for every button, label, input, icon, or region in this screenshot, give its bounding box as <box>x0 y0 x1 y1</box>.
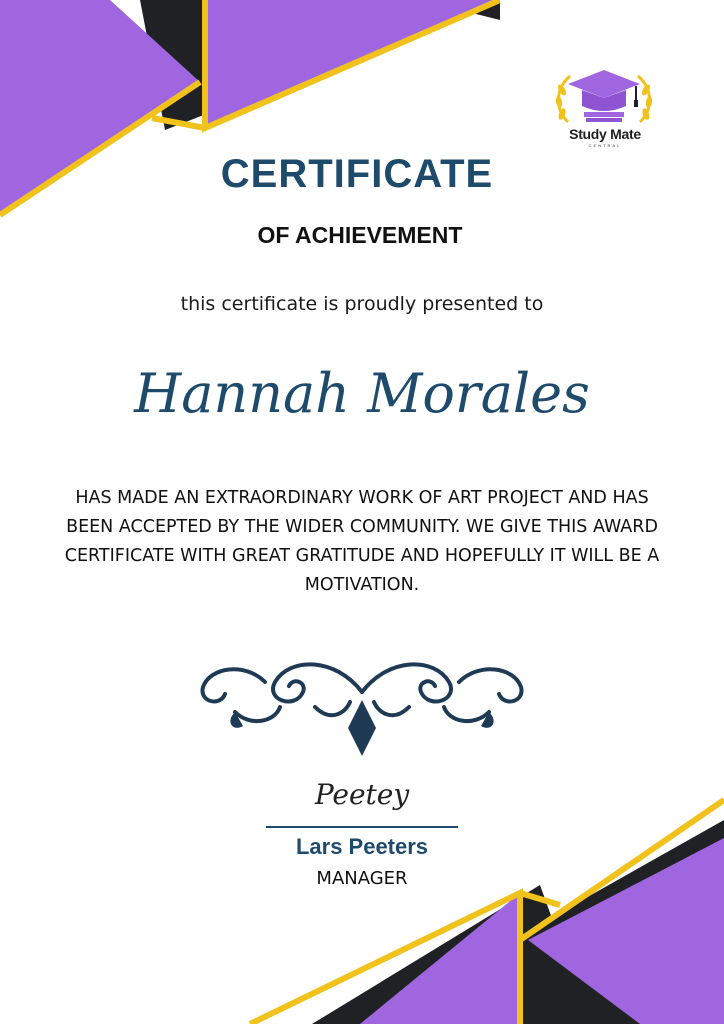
recipient-name: Hannah Morales <box>134 362 590 425</box>
top-white-mask <box>500 0 724 60</box>
signatory-role: MANAGER <box>316 868 408 889</box>
signatory-name: Lars Peeters <box>295 834 429 859</box>
signature-line <box>266 826 458 828</box>
logo-subtitle: CENTRAL <box>588 143 622 148</box>
flourish-ornament <box>195 652 529 762</box>
certificate-body: HAS MADE AN EXTRAORDINARY WORK OF ART PROJECT AND HAS BEEN ACCEPTED BY THE WIDER COMMUNITY. WE GIVE THIS AWARD CERTIFICATE WITH GREAT GRATITUDE AND HOPEFULLY IT WILL BE A MOTIVATION. <box>64 488 660 595</box>
presented-text: this certificate is proudly presented to <box>180 293 544 315</box>
certificate-subtitle: OF ACHIEVEMENT <box>257 222 463 248</box>
logo-name: Study Mate <box>569 126 641 142</box>
certificate-title: CERTIFICATE <box>220 152 494 196</box>
signature: Peetey <box>314 778 410 811</box>
